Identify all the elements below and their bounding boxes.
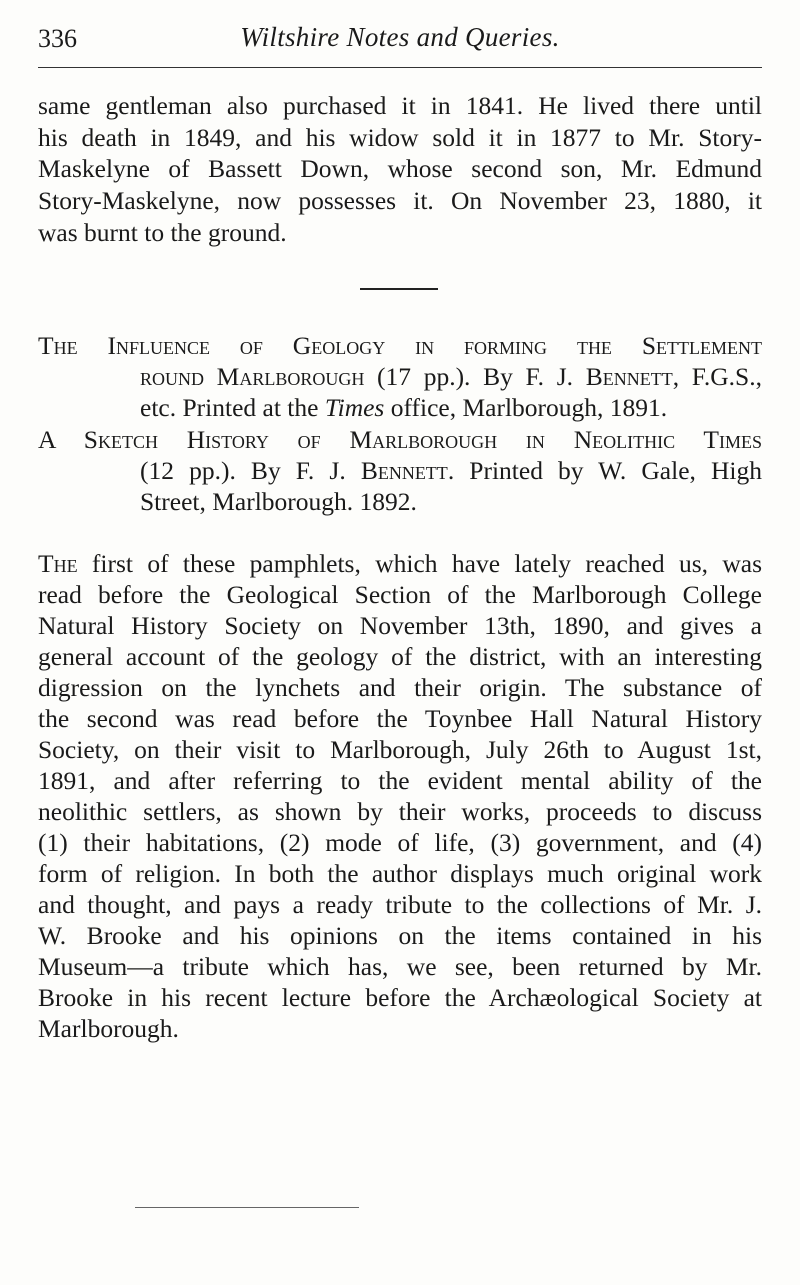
author-suffix: , F.G.S.,: [672, 362, 762, 391]
running-title: Wiltshire Notes and Queries.: [240, 22, 560, 52]
author-surname: Bennett: [585, 362, 673, 391]
text-line: Brooke in his recent lecture before the Archæological Society at: [38, 983, 762, 1012]
entry-line: [140, 361, 762, 392]
entry-text: (12 pp.). By F. J.: [140, 456, 361, 485]
entry-title: The Influence of Geology in forming the Settlement: [38, 331, 762, 360]
entry-text: etc. Printed at the: [140, 393, 325, 422]
entry-title: A Sketch History of Marlborough in Neolithic Times: [38, 425, 762, 454]
text-line: [38, 548, 762, 579]
text-line: W. Brooke and his opinions on the items contained in his: [38, 921, 762, 950]
entry-line: Street, Marlborough. 1892.: [140, 487, 417, 516]
text-line: read before the Geological Section of the Marlborough College: [38, 580, 762, 609]
text-line: same gentleman also purchased it in 1841. He lived there until: [38, 91, 762, 120]
text-line: Society, on their visit to Marlborough, July 26th to August 1st,: [38, 735, 762, 764]
entry-line: [140, 392, 762, 423]
lead-word: The: [38, 549, 78, 578]
entry-title-line: [38, 330, 762, 361]
entry-line: [140, 455, 762, 486]
text-line: general account of the geology of the district, with an interesting: [38, 642, 762, 671]
text-line: 1891, and after referring to the evident mental ability of the: [38, 766, 762, 795]
author-surname: Bennett: [360, 456, 448, 485]
entry-text: office, Marlborough, 1891.: [384, 393, 668, 422]
entry-title-line: [38, 424, 762, 455]
text-line: neolithic settlers, as shown by their works, proceeds to discuss: [38, 797, 762, 826]
section-divider: [360, 288, 438, 290]
text-line: (1) their habitations, (2) mode of life, (3) government, and (4): [38, 828, 762, 857]
entry-title-cont: round Marlborough: [140, 362, 365, 391]
entry-italic: Times: [324, 393, 385, 422]
page-number: 336: [38, 24, 77, 53]
text-line: form of religion. In both the author displays much original work: [38, 859, 762, 888]
text-line: Marlborough.: [38, 1014, 179, 1043]
text-line: Museum—a tribute which has, we see, been returned by Mr.: [38, 952, 762, 981]
text-line: Story-Maskelyne, now possesses it. On November 23, 1880, it: [38, 186, 762, 215]
text-line: digression on the lynchets and their origin. The substance of: [38, 673, 762, 702]
entry-pages-author: (17 pp.). By F. J.: [364, 362, 586, 391]
text-line: the second was read before the Toynbee Hall Natural History: [38, 704, 762, 733]
header-rule: [38, 67, 762, 68]
text-line: was burnt to the ground.: [38, 218, 287, 247]
text-line: and thought, and pays a ready tribute to the collections of Mr. J.: [38, 890, 762, 919]
page-header: [38, 18, 762, 58]
text-span: first of these pamphlets, which have lately reached us, was: [77, 549, 762, 578]
entry-text: . Printed by W. Gale, High: [447, 456, 762, 485]
text-line: Maskelyne of Bassett Down, whose second son, Mr. Edmund: [38, 154, 762, 183]
text-line: his death in 1849, and his widow sold it in 1877 to Mr. Story-: [38, 123, 762, 152]
text-line: Natural History Society on November 13th, 1890, and gives a: [38, 611, 762, 640]
footer-rule: [135, 1207, 359, 1208]
